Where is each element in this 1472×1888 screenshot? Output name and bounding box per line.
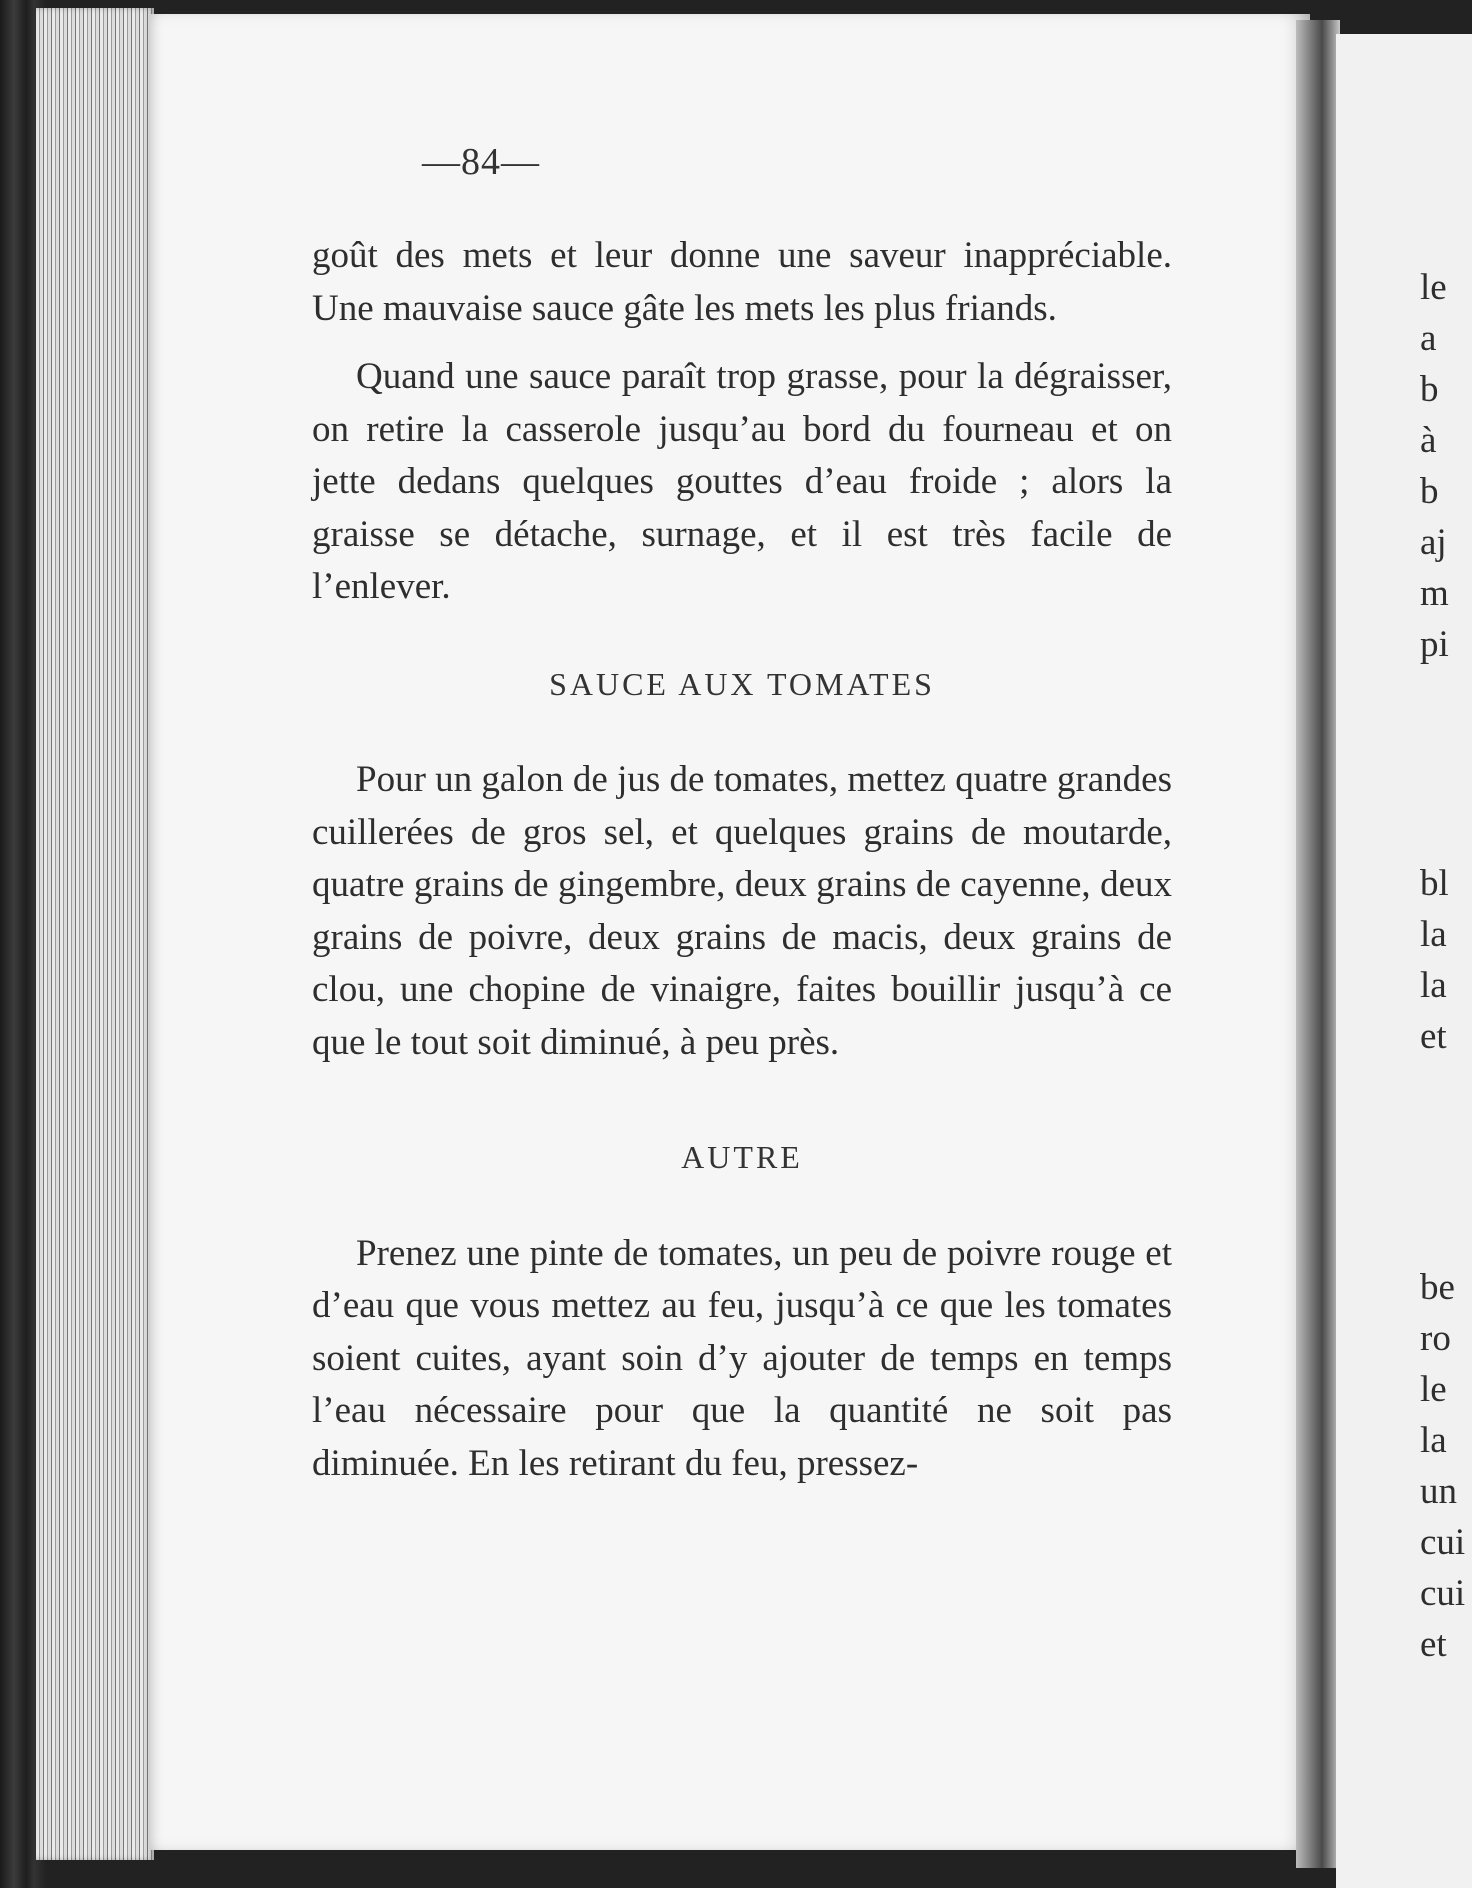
section-heading-autre: AUTRE xyxy=(681,1139,803,1175)
fragment: ro xyxy=(1420,1318,1451,1359)
fragment: bl xyxy=(1420,863,1449,904)
fragment: la xyxy=(1420,914,1447,955)
fragment: et xyxy=(1420,1016,1447,1057)
fragment: be xyxy=(1420,1267,1455,1308)
fragment: a xyxy=(1420,318,1437,359)
fragment: b xyxy=(1420,471,1439,512)
paragraph-3: Pour un galon de jus de tomates, mettez quatre grandes cuillerées de gros sel, et quelques grains de moutarde, quatre grains de gingembre, deux grains de cayenne, deux grains de poivre, deux grains de macis, deux grains de clou, une chopine de vinaigre, faites bouillir jusqu’à ce que le tout soit diminué, à peu près. xyxy=(312,759,1172,1063)
fragment: aj xyxy=(1420,522,1447,563)
paragraph-4: Prenez une pinte de tomates, un peu de poivre rouge et d’eau que vous mettez au feu, jusqu’à ce que les tomates soient cuites, ayant soin d’y ajouter de temps en temps l’eau nécessaire pour que la quantité ne soit pas diminuée. En les retirant du feu, pressez- xyxy=(312,1232,1172,1484)
fragment: le xyxy=(1420,1369,1447,1410)
fragment: la xyxy=(1420,1420,1447,1461)
fragment: et xyxy=(1420,1624,1447,1665)
book-gutter xyxy=(1296,20,1340,1868)
fragment: cui xyxy=(1420,1522,1466,1563)
fragment: cui xyxy=(1420,1573,1466,1614)
paragraph-2: Quand une sauce paraît trop grasse, pour la dégraisser, on retire la casserole jusqu’au bord du fourneau et on jette dedans quelques gouttes d’eau froide ; alors la graisse se détache, surnage, et il est très facile de l’enlever. xyxy=(312,356,1172,607)
page-number: —84— xyxy=(422,141,540,183)
paragraph-1: goût des mets et leur donne une saveur inappréciable. Une mauvaise sauce gâte les mets les plus friands. xyxy=(312,235,1172,329)
page-edges xyxy=(36,8,154,1860)
page-text xyxy=(312,230,1172,1490)
section-heading-sauce-aux-tomates: SAUCE AUX TOMATES xyxy=(549,665,935,702)
fragment: m xyxy=(1420,573,1449,614)
fragment: à xyxy=(1420,420,1437,461)
fragment: pi xyxy=(1420,624,1449,665)
fragment: le xyxy=(1420,267,1447,308)
fragment: un xyxy=(1420,1471,1457,1512)
fragment: la xyxy=(1420,965,1447,1006)
fragment: b xyxy=(1420,369,1439,410)
